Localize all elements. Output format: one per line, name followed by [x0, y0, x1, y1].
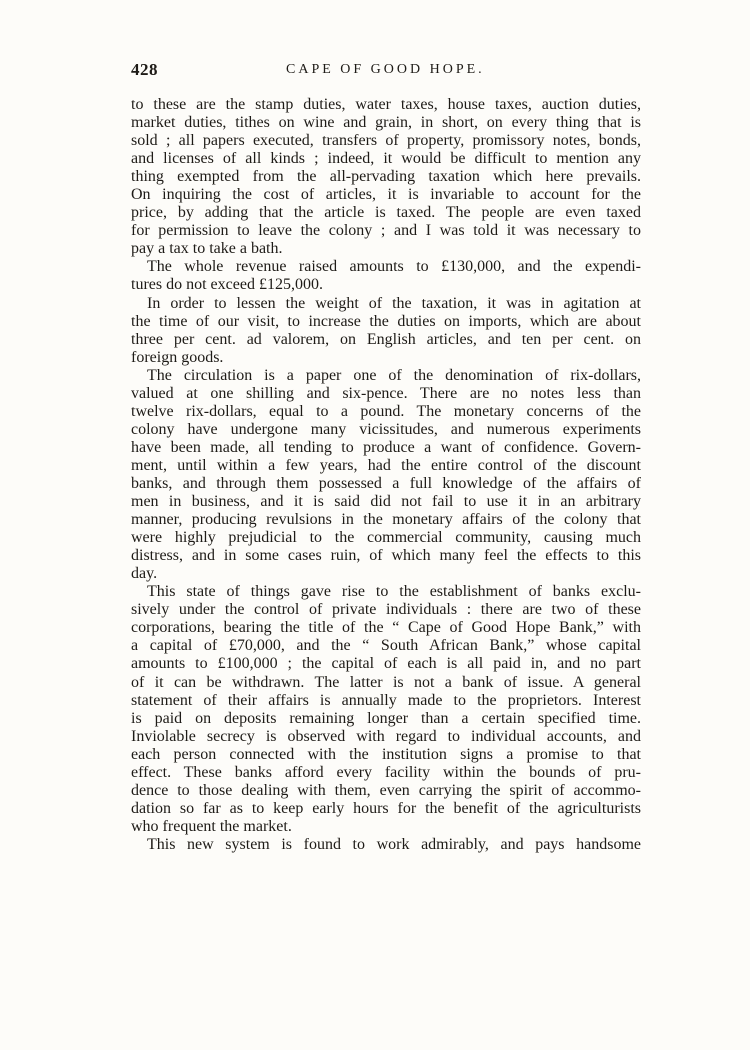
- text-line: corporations, bearing the title of the “ Cape of Good Hope Bank,” with: [131, 619, 641, 637]
- text-line: market duties, tithes on wine and grain, in short, on every thing that is: [131, 114, 641, 132]
- text-line: amounts to £100,000 ; the capital of each is all paid in, and no part: [131, 655, 641, 673]
- paragraph: [131, 583, 641, 836]
- paragraph: [131, 367, 641, 584]
- paragraph: [131, 295, 641, 367]
- text-line: a capital of £70,000, and the “ South African Bank,” whose capital: [131, 637, 641, 655]
- text-line: who frequent the market.: [131, 817, 292, 835]
- text-line: effect. These banks afford every facility within the bounds of pru-: [131, 763, 641, 781]
- paragraph: [131, 258, 641, 294]
- text-line: each person connected with the institution signs a promise to that: [131, 745, 641, 763]
- text-line: day.: [131, 565, 158, 583]
- text-line: On inquiring the cost of articles, it is invariable to account for the: [131, 186, 641, 204]
- text-line: statement of their affairs is annually made to the proprietors. Interest: [131, 691, 641, 709]
- text-line: ment, until within a few years, had the entire control of the discount: [131, 456, 641, 474]
- text-line: for permission to leave the colony ; and I was told it was necessary to: [131, 222, 641, 240]
- text-line: Inviolable secrecy is observed with regard to individual accounts, and: [131, 727, 641, 745]
- text-line: distress, and in some cases ruin, of which many feel the effects to this: [131, 547, 641, 565]
- body-text: [131, 96, 641, 854]
- page-number: 428: [131, 60, 158, 79]
- text-line: sold ; all papers executed, transfers of property, promissory notes, bonds,: [131, 132, 641, 150]
- text-line: and licenses of all kinds ; indeed, it would be difficult to mention any: [131, 150, 641, 168]
- page-header: [131, 60, 641, 84]
- text-line: manner, producing revulsions in the monetary affairs of the colony that: [131, 511, 641, 529]
- text-line: In order to lessen the weight of the taxation, it was in agitation at: [147, 294, 641, 312]
- text-line: twelve rix-dollars, equal to a pound. The monetary concerns of the: [131, 402, 641, 420]
- text-line: This new system is found to work admirably, and pays handsome: [147, 835, 641, 853]
- text-line: to these are the stamp duties, water taxes, house taxes, auction duties,: [131, 96, 641, 113]
- text-line: This state of things gave rise to the establishment of banks exclu-: [147, 583, 641, 601]
- text-line: dence to those dealing with them, even carrying the spirit of accommo-: [131, 781, 641, 799]
- paragraph: [131, 836, 641, 854]
- text-line: thing exempted from the all-pervading taxation which here prevails.: [131, 168, 641, 186]
- text-line: The circulation is a paper one of the denomination of rix-dollars,: [147, 366, 641, 384]
- text-line: The whole revenue raised amounts to £130,000, and the expendi-: [147, 258, 641, 276]
- text-line: colony have undergone many vicissitudes, and numerous experiments: [131, 420, 641, 438]
- text-line: dation so far as to keep early hours for the benefit of the agriculturists: [131, 799, 641, 817]
- paragraph: [131, 96, 641, 258]
- text-line: foreign goods.: [131, 348, 224, 366]
- text-line: were highly prejudicial to the commercial community, causing much: [131, 529, 641, 547]
- text-line: pay a tax to take a bath.: [131, 240, 283, 258]
- text-line: men in business, and it is said did not fail to use it in an arbitrary: [131, 493, 641, 511]
- text-line: the time of our visit, to increase the duties on imports, which are about: [131, 312, 641, 330]
- text-line: tures do not exceed £125,000.: [131, 276, 323, 294]
- text-line: have been made, all tending to produce a want of confidence. Govern-: [131, 438, 641, 456]
- text-line: sively under the control of private individuals : there are two of these: [131, 601, 641, 619]
- running-head: CAPE OF GOOD HOPE.: [286, 62, 485, 77]
- text-line: of it can be withdrawn. The latter is not a bank of issue. A general: [131, 673, 641, 691]
- text-line: price, by adding that the article is taxed. The people are even taxed: [131, 204, 641, 222]
- text-line: banks, and through them possessed a full knowledge of the affairs of: [131, 474, 641, 492]
- text-line: valued at one shilling and six-pence. There are no notes less than: [131, 384, 641, 402]
- text-line: three per cent. ad valorem, on English articles, and ten per cent. on: [131, 330, 641, 348]
- text-line: is paid on deposits remaining longer than a certain specified time.: [131, 709, 641, 727]
